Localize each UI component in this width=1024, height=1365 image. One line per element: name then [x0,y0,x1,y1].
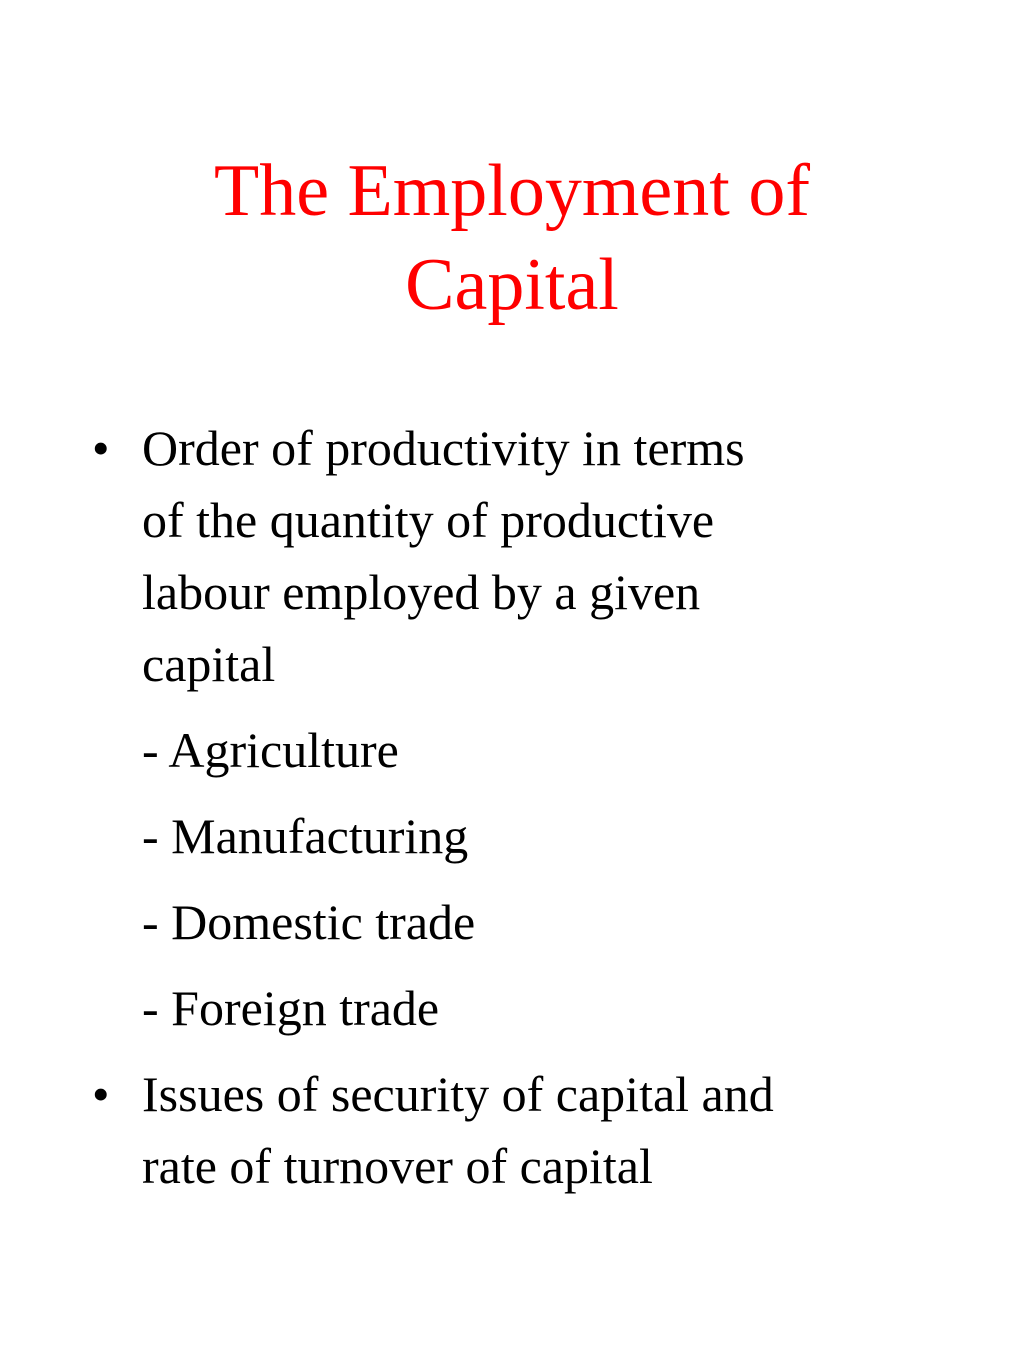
sub-item-foreign-trade: - Foreign trade [142,980,440,1036]
bullet-marker: • [92,420,110,476]
sub-item-agriculture: - Agriculture [142,722,399,778]
bullet-item [92,412,952,700]
bullet-item [92,1058,952,1202]
bullet-text-line: labour employed by a given [142,564,701,620]
bullet-marker: • [92,1066,110,1122]
sub-item-domestic-trade: - Domestic trade [142,894,476,950]
bullet-text-line: Order of productivity in terms [142,420,745,476]
bullet-text-line: of the quantity of productive [142,492,715,548]
bullet-text-line: capital [142,636,276,692]
title-line: Capital [405,244,619,326]
slide-body [92,412,952,1202]
sub-item-manufacturing: - Manufacturing [142,808,469,864]
slide-title [60,144,964,332]
bullet-text-line: rate of turnover of capital [142,1138,653,1194]
bullet-text-line: Issues of security of capital and [142,1066,774,1122]
title-line: The Employment of [214,150,810,232]
